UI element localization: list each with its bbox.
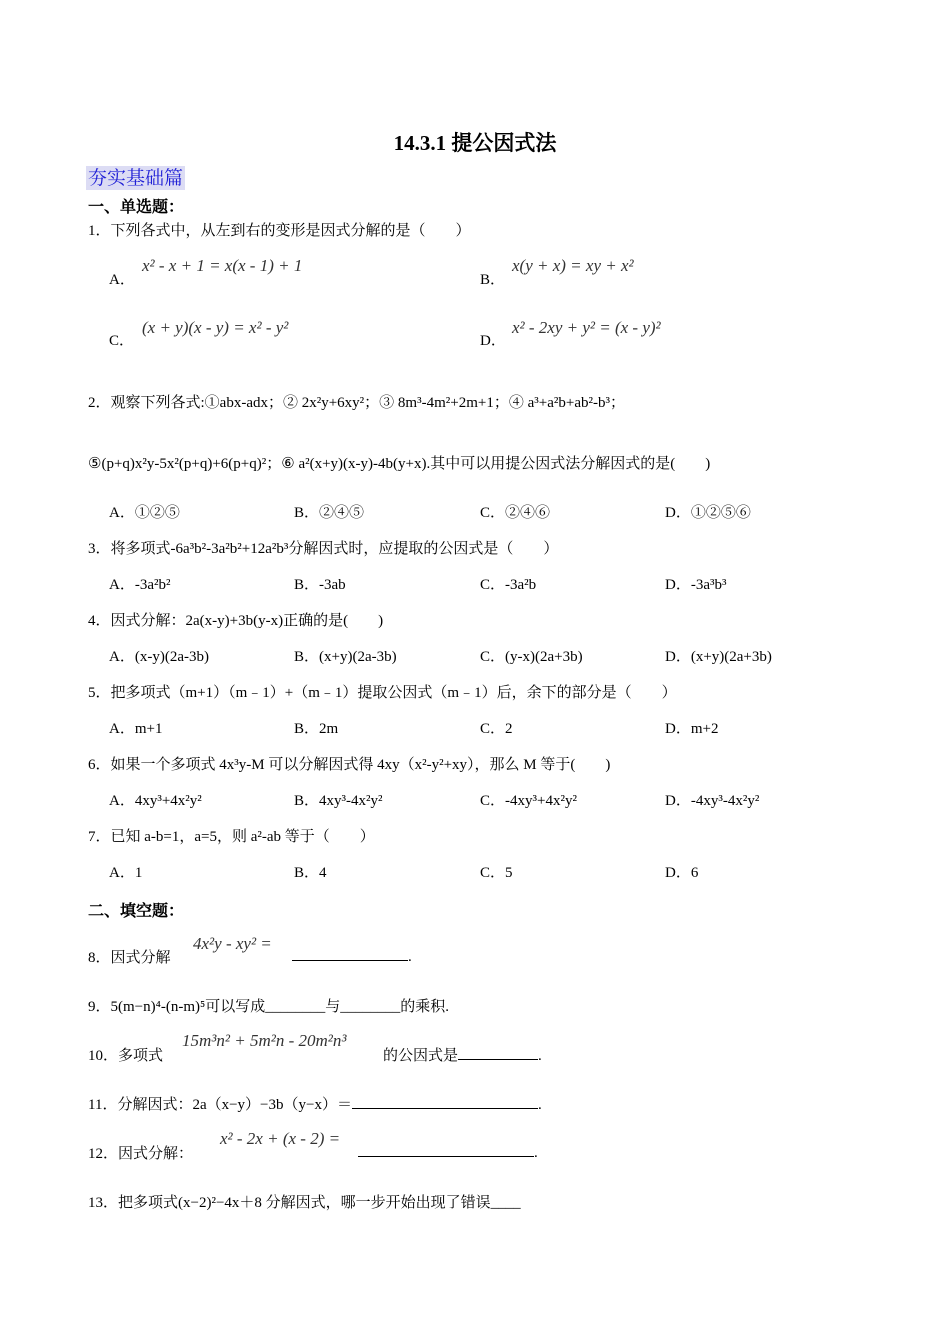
- q4-stem: 4．因式分解：2a(x-y)+3b(y-x)正确的是( ): [88, 613, 384, 629]
- q7-option-a: A．1: [109, 865, 143, 881]
- q5-option-d: D．m+2: [665, 721, 719, 737]
- q10-suffix: 的公因式是: [383, 1048, 459, 1064]
- q1-option-a-expr: x² - x + 1 = x(x - 1) + 1: [142, 256, 303, 275]
- q1-option-c-expr: (x + y)(x - y) = x² - y²: [142, 318, 289, 337]
- q6-option-d: D．-4xy³-4x²y²: [665, 793, 760, 809]
- q12-end: .: [534, 1145, 538, 1161]
- q10-expression: 15m³n² + 5m²n - 20m²n³: [182, 1031, 347, 1050]
- q2-option-d: D．①②⑤⑥: [665, 505, 751, 521]
- q11-text: 11．分解因式：2a（x−y）−3b（y−x）＝: [88, 1097, 352, 1113]
- q1-option-d-expr: x² - 2xy + y² = (x - y)²: [512, 318, 661, 337]
- q1-option-d-label: D．: [480, 333, 506, 349]
- q3-option-a: A．-3a²b²: [109, 577, 171, 593]
- q7-option-d: D．6: [665, 865, 699, 881]
- q8-expression: 4x²y - xy² =: [193, 934, 272, 953]
- q12-answer-blank[interactable]: [358, 1142, 534, 1157]
- q1-option-b-label: B．: [480, 272, 506, 288]
- q6-stem: 6．如果一个多项式 4x³y-M 可以分解因式得 4xy（x²-y²+xy），那么 M 等于( ): [88, 757, 611, 773]
- q1-stem: 1．下列各式中，从左到右的变形是因式分解的是（ ）: [88, 223, 471, 239]
- q1-option-b-expr: x(y + x) = xy + x²: [512, 256, 634, 275]
- q2-line2: ⑤(p+q)x²y-5x²(p+q)+6(p+q)²；⑥ a²(x+y)(x-y)-4b(y+x).其中可以用提公因式法分解因式的是( ): [88, 456, 711, 472]
- q10-answer-blank[interactable]: [458, 1045, 538, 1060]
- q5-stem: 5．把多项式（m+1）（m﹣1）+（m﹣1）提取公因式（m﹣1）后，余下的部分是（ ）: [88, 685, 677, 701]
- q4-option-c: C．(y-x)(2a+3b): [480, 649, 583, 665]
- q5-option-b: B．2m: [294, 721, 339, 737]
- part2-heading: 二、填空题：: [88, 901, 185, 920]
- q1-option-c-label: C．: [109, 333, 135, 349]
- q3-option-b: B．-3ab: [294, 577, 346, 593]
- q7-stem: 7．已知 a-b=1，a=5，则 a²-ab 等于（ ）: [88, 829, 375, 845]
- q10-prefix: 10．多项式: [88, 1048, 164, 1064]
- q6-option-b: B．4xy³-4x²y²: [294, 793, 383, 809]
- q3-option-c: C．-3a²b: [480, 577, 537, 593]
- q5-option-a: A．m+1: [109, 721, 163, 737]
- section-tag: 夯实基础篇: [88, 167, 184, 189]
- page-title: 14.3.1 提公因式法: [393, 131, 557, 155]
- q2-option-a: A．①②⑤: [109, 505, 180, 521]
- q8-answer-blank[interactable]: [292, 946, 408, 961]
- q4-option-a: A．(x-y)(2a-3b): [109, 649, 209, 665]
- q6-option-c: C．-4xy³+4x²y²: [480, 793, 577, 809]
- q2-option-c: C．②④⑥: [480, 505, 551, 521]
- q8-suffix: .: [408, 949, 412, 965]
- q9-text: 9．5(m−n)⁴-(n-m)⁵可以写成________与________的乘积.: [88, 999, 449, 1015]
- q10-end: .: [538, 1048, 542, 1064]
- q7-option-b: B．4: [294, 865, 327, 881]
- q12-expression: x² - 2x + (x - 2) =: [220, 1129, 341, 1148]
- q11-end: .: [537, 1097, 542, 1113]
- q13-text: 13．把多项式(x−2)²−4x＋8 分解因式，哪一步开始出现了错误____: [88, 1195, 521, 1211]
- q6-option-a: A．4xy³+4x²y²: [109, 793, 202, 809]
- q3-option-d: D．-3a³b³: [665, 577, 727, 593]
- q2-line1: 2．观察下列各式:①abx-adx；② 2x²y+6xy²；③ 8m³-4m²+2m+1；④ a³+a²b+ab²-b³；: [88, 395, 625, 411]
- q4-option-d: D．(x+y)(2a+3b): [665, 649, 772, 665]
- q11-answer-blank[interactable]: [352, 1094, 538, 1109]
- q12-prefix: 12．因式分解：: [88, 1146, 194, 1162]
- q7-option-c: C．5: [480, 865, 513, 881]
- part1-heading: 一、单选题：: [88, 197, 185, 216]
- q5-option-c: C．2: [480, 721, 513, 737]
- q1-option-a-label: A．: [109, 272, 135, 288]
- q4-option-b: B．(x+y)(2a-3b): [294, 649, 397, 665]
- q3-stem: 3．将多项式-6a³b²-3a²b²+12a²b³分解因式时，应提取的公因式是（ ）: [88, 541, 559, 557]
- q8-prefix: 8．因式分解: [88, 950, 171, 966]
- q2-option-b: B．②④⑤: [294, 505, 365, 521]
